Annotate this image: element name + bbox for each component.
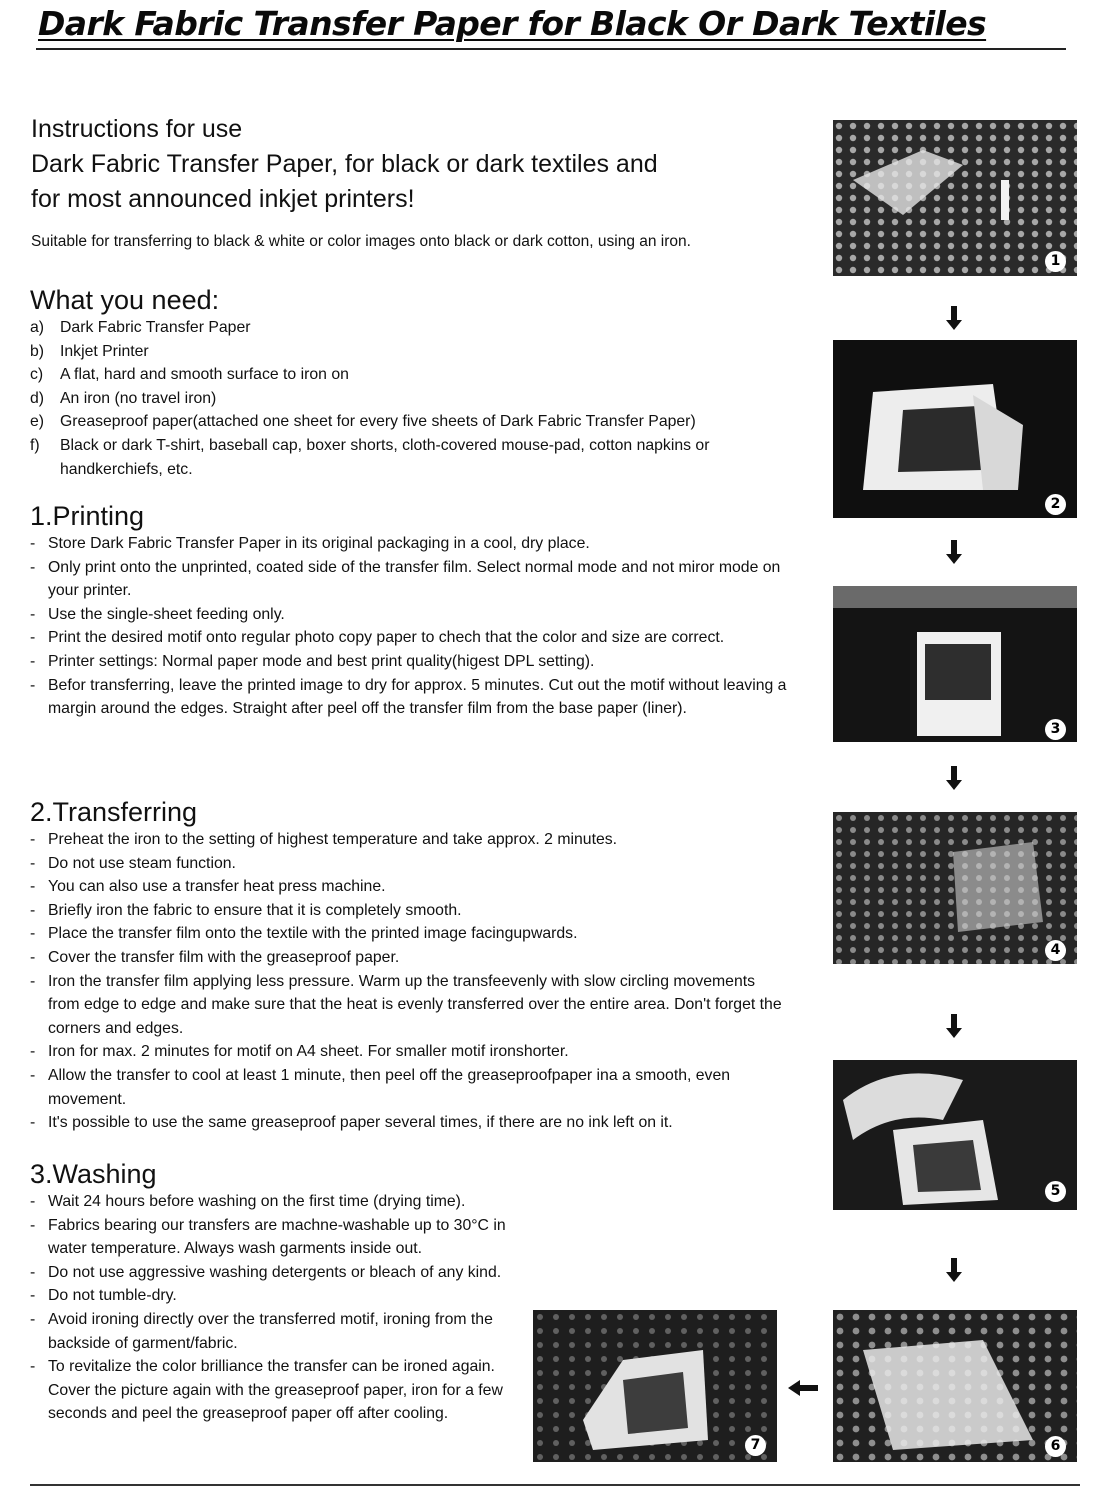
list-bullet: - [30, 925, 36, 943]
list-text: Befor transferring, leave the printed image to dry for approx. 5 minutes. Cut out the motif without leaving a margin around the edges. Straight after peel off the transfer film from the base paper (liner). [48, 676, 787, 718]
arrow-down-icon [946, 540, 962, 564]
printing-list [30, 532, 790, 721]
step-number-4: 4 [1045, 940, 1066, 961]
list-bullet: - [30, 948, 36, 966]
section-transferring [30, 796, 790, 1135]
intro-line-3: for most announced inkjet printers! [31, 185, 415, 213]
arrow-down-icon [946, 306, 962, 330]
section-printing [30, 500, 790, 721]
list-item [30, 626, 790, 650]
list-text: An iron (no travel iron) [60, 389, 217, 407]
washing-list [30, 1190, 530, 1426]
arrow-left-icon [788, 1380, 818, 1396]
list-bullet: - [30, 558, 36, 576]
step-6-photo [833, 1310, 1077, 1462]
step-number-3: 3 [1045, 719, 1066, 740]
list-item [30, 1190, 530, 1214]
list-item [30, 556, 790, 603]
list-marker: c) [30, 366, 44, 384]
step-5-photo [833, 1060, 1077, 1210]
step-number-1: 1 [1045, 251, 1066, 272]
list-text: Dark Fabric Transfer Paper [60, 319, 251, 336]
list-bullet: - [30, 878, 36, 896]
list-marker: a) [30, 319, 45, 336]
page-title: Dark Fabric Transfer Paper for Black Or Dark Textiles [38, 4, 987, 43]
step-number-5: 5 [1045, 1181, 1066, 1202]
list-item [30, 1214, 530, 1261]
list-text: Allow the transfer to cool at least 1 minute, then peel off the greaseproofpaper ina a smooth, even movement. [48, 1066, 731, 1108]
list-bullet: - [30, 1358, 36, 1376]
list-text: Print the desired motif onto regular photo copy paper to chech that the color and size are correct. [48, 629, 725, 647]
list-bullet: - [30, 676, 36, 694]
list-item [30, 363, 800, 387]
list-text: Briefly iron the fabric to ensure that it is completely smooth. [48, 901, 462, 919]
list-item [30, 922, 790, 946]
section-washing [30, 1158, 530, 1426]
step-4-photo [833, 812, 1077, 964]
list-item [30, 674, 790, 721]
list-item [30, 410, 800, 434]
list-bullet: - [30, 1310, 36, 1328]
list-text: Do not use aggressive washing detergents or bleach of any kind. [48, 1263, 502, 1281]
list-text: Cover the transfer film with the greaseproof paper. [48, 948, 400, 966]
list-text: Store Dark Fabric Transfer Paper in its original packaging in a cool, dry place. [48, 535, 590, 552]
list-bullet: - [30, 1193, 36, 1210]
list-item [30, 970, 790, 1041]
section-heading: 1.Printing [30, 501, 145, 531]
list-item [30, 1261, 530, 1285]
arrow-down-icon [946, 1014, 962, 1038]
list-item [30, 1040, 790, 1064]
list-text: You can also use a transfer heat press machine. [48, 878, 386, 896]
list-item [30, 1284, 530, 1308]
list-bullet: - [30, 1216, 36, 1234]
section-what-you-need [30, 284, 800, 481]
list-item [30, 532, 790, 556]
list-bullet: - [30, 1263, 36, 1281]
list-text: Do not tumble-dry. [48, 1287, 177, 1305]
list-text: Use the single-sheet feeding only. [48, 605, 285, 623]
step-7-photo [533, 1310, 777, 1462]
list-text: Iron the transfer film applying less pressure. Warm up the transfeevenly with slow circling movements from edge to edge and make sure that the heat is evenly transferred over the entire area. Don't forget the corners and edges. [48, 972, 782, 1037]
list-text: Only print onto the unprinted, coated side of the transfer film. Select normal mode and not miror mode on your printer. [48, 558, 781, 600]
list-text: To revitalize the color brilliance the transfer can be ironed again. Cover the picture again with the greaseproof paper, iron for a few seconds and peel the greaseproof paper off after cooling. [48, 1358, 503, 1423]
arrow-down-icon [946, 766, 962, 790]
list-item [30, 875, 790, 899]
list-item [30, 387, 800, 411]
list-item [30, 650, 790, 674]
list-bullet: - [30, 1114, 36, 1132]
list-text: Wait 24 hours before washing on the first time (drying time). [48, 1193, 466, 1210]
list-item [30, 316, 800, 340]
list-text: Fabrics bearing our transfers are machne-washable up to 30°C in water temperature. Always wash garments inside out. [48, 1216, 506, 1258]
list-bullet: - [30, 1287, 36, 1305]
list-bullet: - [30, 1043, 36, 1061]
arrow-down-icon [946, 1258, 962, 1282]
list-bullet: - [30, 854, 36, 872]
list-bullet: - [30, 652, 36, 670]
transferring-list [30, 828, 790, 1135]
list-bullet: - [30, 535, 36, 552]
step-2-photo [833, 340, 1077, 518]
list-text: Iron for max. 2 minutes for motif on A4 sheet. For smaller motif ironshorter. [48, 1043, 569, 1061]
need-list [30, 316, 800, 481]
list-item [30, 1111, 790, 1135]
list-text: Printer settings: Normal paper mode and best print quality(higest DPL setting). [48, 652, 595, 670]
list-item [30, 340, 800, 364]
list-text: Place the transfer film onto the textile with the printed image facingupwards. [48, 925, 578, 943]
list-text: Avoid ironing directly over the transferred motif, ironing from the backside of garment/fabric. [48, 1310, 493, 1352]
list-text: It's possible to use the same greaseproof paper several times, if there are no ink left on it. [48, 1114, 673, 1132]
list-item [30, 828, 790, 852]
step-number-2: 2 [1045, 494, 1066, 515]
list-bullet: - [30, 831, 36, 848]
step-3-photo [833, 586, 1077, 742]
section-heading: 3.Washing [30, 1159, 157, 1189]
list-text: Inkjet Printer [60, 342, 149, 360]
list-item [30, 1308, 530, 1355]
section-heading: 2.Transferring [30, 797, 198, 827]
list-bullet: - [30, 972, 36, 990]
intro-line-2: Dark Fabric Transfer Paper, for black or dark textiles and [31, 150, 658, 178]
intro-suitable: Suitable for transferring to black & white or color images onto black or dark cotton, using an iron. [31, 233, 691, 250]
list-item [30, 603, 790, 627]
step-1-photo [833, 120, 1077, 276]
list-text: Black or dark T-shirt, baseball cap, boxer shorts, cloth-covered mouse-pad, cotton napkins or handkerchiefs, etc. [60, 436, 710, 478]
list-text: Do not use steam function. [48, 854, 236, 872]
list-item [30, 852, 790, 876]
list-bullet: - [30, 1066, 36, 1084]
list-text: Greaseproof paper(attached one sheet for every five sheets of Dark Fabric Transfer Paper) [60, 413, 696, 431]
list-marker: d) [30, 389, 45, 407]
list-item [30, 434, 800, 481]
list-marker: f) [30, 436, 40, 454]
intro-block [31, 112, 801, 254]
list-bullet: - [30, 629, 36, 647]
list-item [30, 1064, 790, 1111]
step-number-6: 6 [1045, 1436, 1066, 1457]
list-bullet: - [30, 901, 36, 919]
list-item [30, 1355, 530, 1426]
list-item [30, 946, 790, 970]
list-text: Preheat the iron to the setting of highest temperature and take approx. 2 minutes. [48, 831, 618, 848]
intro-heading: Instructions for use [31, 115, 243, 143]
step-number-7: 7 [745, 1435, 766, 1456]
section-heading: What you need: [30, 285, 220, 315]
title-rule [36, 48, 1066, 50]
list-marker: b) [30, 342, 45, 360]
bottom-rule [30, 1484, 1080, 1486]
list-item [30, 899, 790, 923]
list-text: A flat, hard and smooth surface to iron on [60, 366, 349, 384]
list-marker: e) [30, 413, 45, 431]
list-bullet: - [30, 605, 36, 623]
